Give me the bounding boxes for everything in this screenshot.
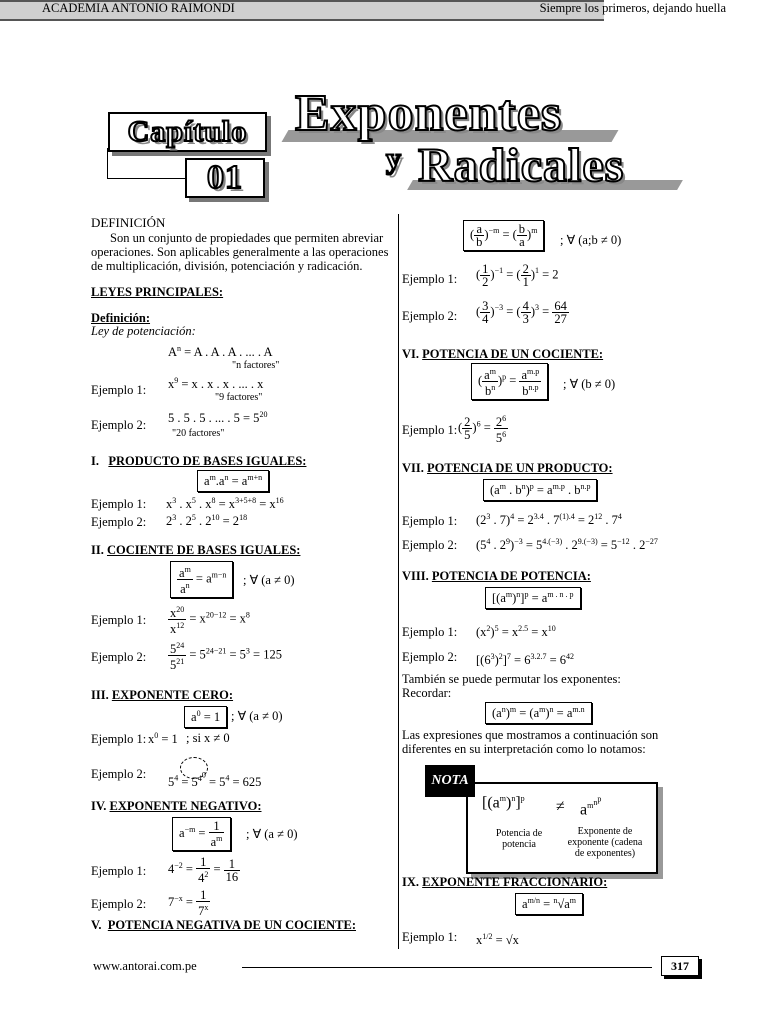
left-ej2-e: Ejemplo 2: [91, 897, 147, 911]
formula-5-20: 5 . 5 . 5 . ... . $5 = 5^{20}$ [168, 410, 268, 426]
right-ej2-c: Ejemplo 2: [402, 538, 458, 552]
nota-potencia-label: Potencia de potencia [495, 828, 543, 850]
formula-1-ej2: $2^3$ . $2^5$ . $2^{10} = 2^{18}$ [166, 513, 248, 529]
formula-potenciacion: $A^n = A$ . A . A . ... . A [168, 344, 273, 360]
condition-5: ; ∀ (a;b ≠ 0) [560, 233, 622, 247]
left-ej1-e: Ejemplo 1: [91, 864, 147, 878]
right-ej1-e: Ejemplo 1: [402, 930, 458, 944]
chapter-number: 01 [207, 159, 243, 196]
permutar-text: También se puede permutar los exponentes: [402, 672, 621, 686]
chapter-number-box [185, 158, 265, 198]
right-ej1-c: Ejemplo 1: [402, 514, 458, 528]
nota-neq: ≠ [556, 798, 565, 815]
chapter-frame [107, 148, 188, 179]
right-ej1-b: Ejemplo 1: [402, 423, 458, 437]
section-3-title: III. EXPONENTE CERO: [91, 688, 234, 702]
twenty-factores-label: "20 factores" [172, 428, 225, 439]
formula-8-ej1: $(x^2)^5 = x^{2.5} = x^{10}$ [476, 624, 556, 640]
condition-6: ; ∀ (b ≠ 0) [563, 377, 616, 391]
formula-5-ej1: ( $\frac{1}{2}$ )$^{-1}$ = ( $\frac{2}{1}$ )$^1$ = 2 [476, 262, 559, 289]
formula-box-3: $a^0 = 1$ [184, 706, 227, 728]
definition-title: DEFINICIÓN [91, 215, 166, 230]
right-ej2-d: Ejemplo 2: [402, 650, 458, 664]
right-ej1-a: Ejemplo 1: [402, 272, 458, 286]
right-ej2-a: Ejemplo 2: [402, 309, 458, 323]
formula-box-5: ( $\frac{a}{b}$ )$^{-m}$ = ( $\frac{b}{a}$ )$^m$ [463, 220, 544, 251]
formula-9-ej1: $x^{1/2} = √x$ [476, 932, 519, 948]
definition-line-2: operaciones. Son aplicables generalmente a las operaciones [91, 245, 389, 259]
capitulo-label: Capítulo [127, 115, 248, 148]
ley-potenciacion: Ley de potenciación: [91, 324, 196, 338]
formula-3-ej1: $x^0 = 1$ [148, 731, 178, 747]
formula-box-7: ($a^m$ . $b^n)^p = a^{m.p}$ . $b^{n.p}$ [483, 479, 597, 501]
nota-formula-left: $[(a^m)^n]^p$ [482, 794, 525, 812]
formula-7-ej1: ($2^3$ . $7)^4 = 2^{3.4}$ . $7^{(1).4} = 2^{12}$ . $7^4$ [476, 512, 622, 528]
definicion-sub: Definición: [91, 311, 151, 325]
formula-box-6: ( $\frac{a^m}{b^n}$ )$^p$ = $\frac{a^{m.p}}{b^{n.p}}$ [471, 363, 548, 400]
left-ej1-b: Ejemplo 1: [91, 497, 147, 511]
condition-3: ; ∀ (a ≠ 0) [231, 709, 283, 723]
definition-line-1: Son un conjunto de propiedades que permiten abreviar [110, 231, 384, 245]
expresiones-line-1: Las expresiones que mostramos a continuación son [402, 728, 659, 742]
formula-2-ej1: $\frac{x^{20}}{x^{12}}$ = $x^{20-12} = x^8$ [170, 605, 250, 637]
column-divider [398, 214, 399, 949]
left-ej2-c: Ejemplo 2: [91, 650, 147, 664]
formula-box-9: $a^{m/n} = ^n√a^m$ [515, 893, 583, 915]
footer-url[interactable]: www.antorai.com.pe [93, 959, 197, 973]
expresiones-line-2: diferentes en su interpretación como lo notamos: [402, 742, 646, 756]
formula-4-ej2: $7^{-x}$ = $\frac{1}{7^x}$ [168, 888, 209, 919]
section-8-title: VIII. POTENCIA DE POTENCIA: [402, 569, 591, 583]
section-1-title: I. PRODUCTO DE BASES IGUALES: [91, 454, 307, 468]
left-ej2-b: Ejemplo 2: [91, 515, 147, 529]
left-ej1-a: Ejemplo 1: [91, 383, 147, 397]
nota-badge: NOTA [425, 765, 475, 797]
formula-7-ej2: ($5^4$ . $2^9)^{-3} = 5^{4.(-3)}$ . $2^{9.(-3)} = 5^{-12}$ . $2^{-27}$ [476, 537, 658, 553]
nota-box [466, 782, 658, 874]
page-number: 317 [661, 956, 699, 976]
formula-box-1: $a^m.a^n = a^{m+n}$ [197, 470, 269, 492]
nota-formula-right: $a^{m^{n^p}}$ [580, 794, 602, 819]
section-9-title: IX. EXPONENTE FRACCIONARIO: [402, 875, 608, 889]
formula-2-ej2: $\frac{5^{24}}{5^{21}}$ = $5^{24-21} = 5^3 = 125$ [170, 641, 282, 673]
header-right: Siempre los primeros, dejando huella [539, 1, 726, 15]
formula-x9: $x^9 = x$ . x . x . ... . x [168, 376, 264, 392]
title-radicales: Radicales [418, 139, 625, 192]
formula-6-ej1: ( $\frac{2}{5}$ )$^6$ = $\frac{2^6}{5^6}$ [458, 414, 507, 446]
title-exponentes: Exponentes [295, 85, 563, 142]
left-ej2-d: Ejemplo 2: [91, 767, 147, 781]
condition-4: ; ∀ (a ≠ 0) [246, 827, 298, 841]
header-bar [0, 0, 726, 21]
section-4-title: IV. EXPONENTE NEGATIVO: [91, 799, 262, 813]
section-2-title: II. COCIENTE DE BASES IGUALES: [91, 543, 301, 557]
formula-8-ej2: $[(6^3)^2]^7 = 6^{3.2.7} = 6^{42}$ [476, 652, 575, 668]
leyes-principales: LEYES PRINCIPALES: [91, 285, 224, 299]
formula-box-2: $\frac{a^m}{a^n}$ = $a^{m-n}$ [170, 561, 233, 598]
definition-line-3: de multiplicación, división, potenciación y radicación. [91, 259, 363, 273]
left-ej1-c: Ejemplo 1: [91, 613, 147, 627]
header-left: ACADEMIA ANTONIO RAIMONDI [42, 1, 235, 15]
formula-5-ej2: ( $\frac{3}{4}$ )$^{-3}$ = ( $\frac{4}{3}$ )$^3$ = $\frac{64}{27}$ [476, 299, 567, 326]
formula-box-4: $a^{-m}$ = $\frac{1}{a^m}$ [172, 817, 231, 851]
formula-box-8: $[(a^m)^n]^p = a^{m . n . p}$ [485, 587, 581, 609]
condition-2: ; ∀ (a ≠ 0) [243, 573, 295, 587]
n-factores-label: "n factores" [232, 360, 280, 371]
recordar-text: Recordar: [402, 686, 452, 700]
left-ej2-a: Ejemplo 2: [91, 418, 147, 432]
formula-3-ej2: $5^4 = 5^{4^0} = 5^4 = 625$ [168, 770, 262, 789]
right-ej1-d: Ejemplo 1: [402, 625, 458, 639]
section-6-title: VI. POTENCIA DE UN COCIENTE: [402, 347, 604, 361]
formula-4-ej1: $4^{-2}$ = $\frac{1}{4^2}$ = $\frac{1}{16}$ [168, 855, 239, 886]
title-y: y [386, 142, 402, 175]
footer-line [242, 967, 652, 968]
capitulo-box [108, 112, 267, 152]
left-ej1-d: Ejemplo 1: [91, 732, 147, 746]
formula-3-ej1-cond: ; si x ≠ 0 [186, 731, 230, 745]
section-7-title: VII. POTENCIA DE UN PRODUCTO: [402, 461, 613, 475]
nota-exponente-label: Exponente de exponente (cadena de exponentes) [567, 826, 643, 859]
nine-factores-label: "9 factores" [215, 392, 263, 403]
formula-box-permutar: $(a^n)^m = (a^m)^n = a^{m.n}$ [485, 702, 592, 724]
formula-1-ej1: $x^3$ . $x^5$ . $x^8 = x^{3+5+8} = x^{16}$ [166, 496, 284, 512]
section-5-title: V. POTENCIA NEGATIVA DE UN COCIENTE: [91, 918, 356, 932]
